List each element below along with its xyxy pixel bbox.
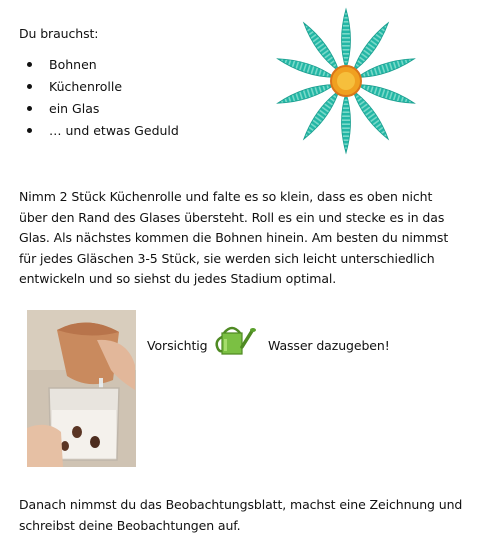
caution-text-left: Vorsichtig — [147, 338, 208, 353]
list-item: Küchenrolle — [22, 76, 179, 98]
needs-heading: Du brauchst: — [19, 26, 99, 41]
flower-petal — [342, 9, 351, 69]
pouring-water-photo — [27, 310, 136, 467]
flower-petal — [342, 93, 351, 153]
closing-paragraph: Danach nimmst du das Beobachtungsblatt, machst eine Zeichnung und schreibst deine Beobachtungen auf. — [19, 497, 463, 533]
needs-list — [22, 54, 179, 142]
list-item: Bohnen — [22, 54, 179, 76]
watering-can-icon — [212, 323, 256, 357]
caution-text-right: Wasser dazugeben! — [268, 338, 390, 353]
list-item: ein Glas — [22, 98, 179, 120]
list-item: … und etwas Geduld — [22, 120, 179, 142]
flower-icon — [270, 6, 422, 156]
instructions-paragraph: Nimm 2 Stück Küchenrolle und falte es so klein, dass es oben nicht über den Rand des Glases übersteht. Roll es ein und stecke es in das Glas. Als nächstes kommen die Bohnen hinein. Am besten du nimmst für jedes Gläschen 3-5 Stück, sie werden sich leicht unterschiedlich entwickeln und so siehst du jedes Stadium optimal. — [19, 189, 449, 286]
